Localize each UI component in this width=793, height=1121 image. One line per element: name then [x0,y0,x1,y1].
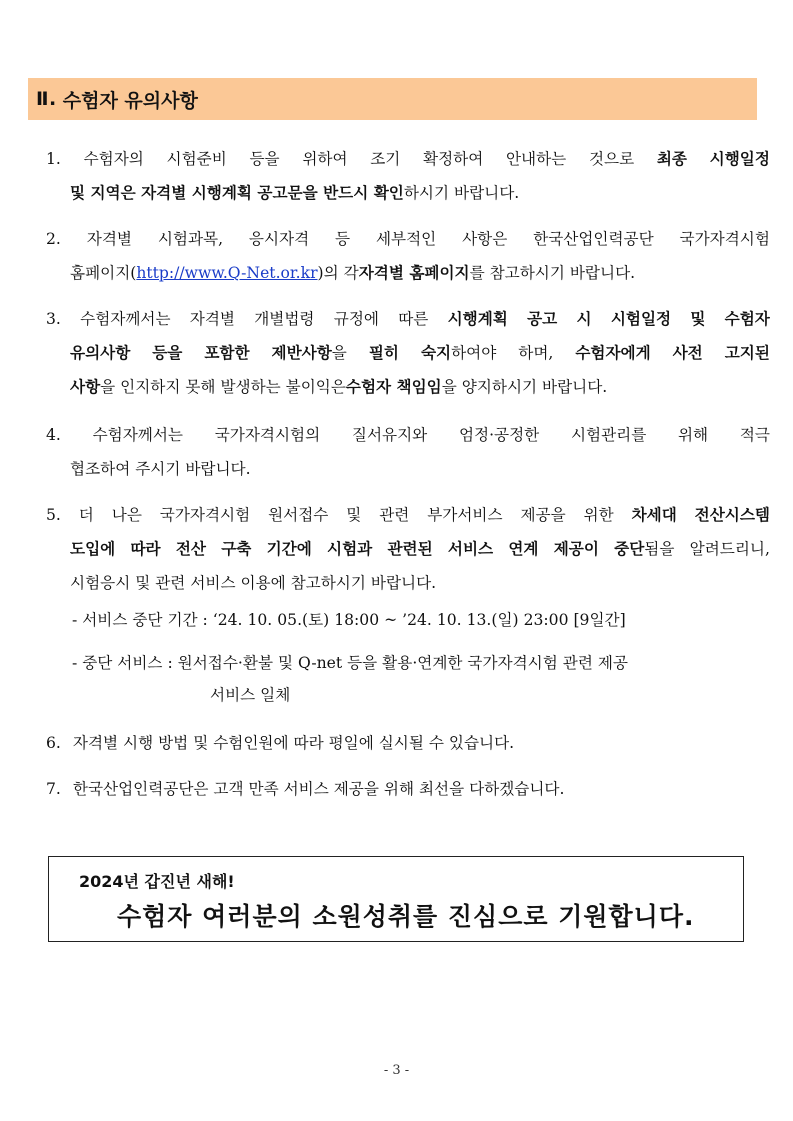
phrase: 을 인지하지 못해 발생하는 불이익은 [100,378,346,396]
word: 자격별 [189,310,235,328]
item-2-line-1 [46,222,770,256]
word: 하여야 [451,344,497,362]
word: 한국산업인력공단 [533,230,654,248]
item-3-line-3 [46,370,770,404]
bold-word: 및 [690,310,706,328]
word: 국가자격시험 [679,230,770,248]
bold-word: 필히 [368,344,399,362]
bold-word: 제공이 [553,540,599,558]
word: 위해 [677,426,709,444]
word: 사항은 [462,230,508,248]
phrase: )의 각 [317,264,359,282]
item-5-line-2 [46,532,770,566]
item-7-line-1 [46,772,770,806]
word: 알려드리니, [689,540,770,558]
page-number: - 3 - [383,1063,410,1078]
bold-word: 최종 [656,150,687,168]
word: 조기 [370,150,401,168]
bold-word: 유의사항 [70,344,131,362]
item-number: 1. [46,150,61,168]
bold-word: 고지된 [724,344,770,362]
qnet-link[interactable]: http://www.Q-Net.or.kr [136,264,318,282]
bold-word: 시행계획 [447,310,508,328]
bold-phrase: 및 지역은 자격별 시행계획 공고문을 반드시 확인 [70,184,404,202]
word: 수험자께서는 [92,426,183,444]
section-number: Ⅱ. [36,88,57,110]
word: 됨을 [644,540,675,558]
word: 원서접수 [268,506,329,524]
section-header [28,78,757,120]
word: 등을 [249,150,280,168]
word: 더 [78,506,94,524]
phrase: 을 양지하시기 바랍니다. [441,378,608,396]
item-number: 3. [46,310,61,328]
word: 규정에 [333,310,379,328]
bold-word: 수험자 [724,310,770,328]
list-item-6 [46,726,770,760]
bold-word: 구축 [221,540,252,558]
phrase: 를 참고하시기 바랍니다. [469,264,636,282]
bold-word: 관련된 [387,540,433,558]
word: 시험과목, [157,230,224,248]
list-item-1 [46,142,770,210]
phrase: 한국산업인력공단은 고객 만족 서비스 제공을 위해 최선을 다하겠습니다. [72,780,565,798]
bold-word: 도입에 [70,540,116,558]
word: 및 [346,506,362,524]
list-item-7 [46,772,770,806]
bold-word: 서비스 [447,540,494,558]
bold-word: 시험과 [327,540,373,558]
bold-word: 시험일정 [610,310,672,328]
list-item-3 [46,302,770,404]
word: 안내하는 [505,150,567,168]
item-4-line-1 [46,418,770,452]
phrase: 하시기 바랍니다. [403,184,520,202]
list-item-2 [46,222,770,290]
item-2-line-2 [46,256,770,290]
bold-word: 수험자에게 [575,344,651,362]
word: 시험준비 [166,150,227,168]
word: 엄정·공정한 [458,426,540,444]
word: 수험자의 [83,150,144,168]
word: 개별법령 [254,310,315,328]
closing-message-box [48,856,744,942]
word: 제공을 [520,506,566,524]
wish-message: 수험자 여러분의 소원성취를 진심으로 기원합니다. [117,902,695,931]
suspended-services-cont: 서비스 일체 [210,686,291,704]
bold-word: 공고 [527,310,558,328]
phrase: 자격별 시행 방법 및 수험인원에 따라 평일에 실시될 수 있습니다. [72,734,515,752]
item-number: 6. [46,734,61,752]
bold-phrase: 수험자 책임임 [345,378,442,396]
item-6-line-1 [46,726,770,760]
word: 따른 [398,310,429,328]
bold-word: 따라 [130,540,161,558]
bold-word: 제반사항 [271,344,332,362]
word: 나은 [111,506,142,524]
bold-word: 시 [576,310,592,328]
new-year-greeting: 2024년 갑진년 새해! [79,872,235,891]
word: 수험자께서는 [80,310,171,328]
bold-word: 중단 [614,540,645,558]
item-5-line-1 [46,498,770,532]
bold-word: 사전 [672,344,703,362]
word: 질서유지와 [351,426,428,444]
bold-word: 기간에 [266,540,312,558]
word: 위한 [583,506,614,524]
word: 위하여 [302,150,348,168]
bold-word: 시행일정 [709,150,770,168]
word: 시험관리를 [570,426,647,444]
item-number: 4. [46,426,61,444]
word: 자격별 [86,230,132,248]
word: 을 [331,344,347,362]
phrase: 시험응시 및 관련 서비스 이용에 참고하시기 바랍니다. [70,574,437,592]
item-4-line-2 [46,452,770,486]
bold-word: 연계 [508,540,539,558]
bold-word: 등을 [152,344,183,362]
bold-phrase: 사항 [70,378,101,396]
item-number: 5. [46,506,61,524]
section-title: 수험자 유의사항 [62,89,198,112]
word: 국가자격시험 [159,506,251,524]
word: 적극 [739,426,770,444]
list-item-4 [46,418,770,486]
item-3-line-1 [46,302,770,336]
word: 관련 [379,506,410,524]
word: 부가서비스 [427,506,503,524]
bold-word: 포함한 [204,344,250,362]
word: 등 [335,230,351,248]
bold-word: 전산 [175,540,206,558]
item-3-line-2 [46,336,770,370]
suspended-services: - 중단 서비스 : 원서접수·환불 및 Q-net 등을 활용·연계한 국가자격시험 관련 제공 [72,654,628,672]
bold-word: 숙지 [420,344,452,362]
bold-word: 전산시스템 [694,506,770,524]
item-1-line-1 [46,142,770,176]
word: 국가자격시험의 [214,426,321,444]
list-item-5 [46,498,770,600]
word: 응시자격 [248,230,310,248]
item-number: 2. [46,230,61,248]
service-downtime-period: - 서비스 중단 기간 : ‘24. 10. 05.(토) 18:00 ~ ’24. 10. 13.(일) 23:00 [9일간] [72,611,626,629]
bold-phrase: 자격별 홈페이지 [358,264,470,282]
bold-word: 차세대 [631,506,677,524]
word: 하며, [518,344,554,362]
word: 것으로 [588,150,635,168]
phrase: 협조하여 주시기 바랍니다. [70,460,251,478]
item-number: 7. [46,780,61,798]
word: 세부적인 [375,230,437,248]
phrase: 홈페이지( [70,264,137,282]
item-1-line-2 [46,176,770,210]
item-5-line-3 [46,566,770,600]
word: 확정하여 [423,150,484,168]
